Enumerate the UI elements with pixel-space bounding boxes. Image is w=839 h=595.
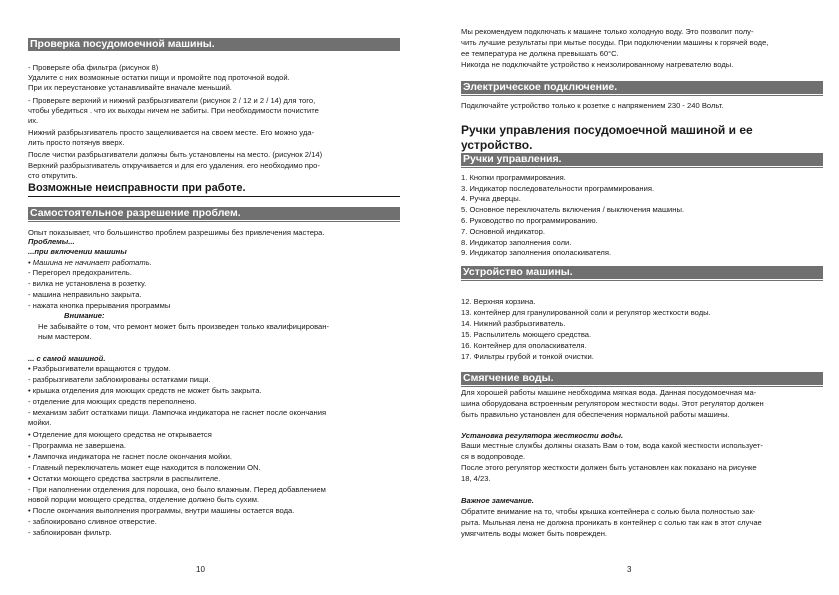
list-item: 6. Руководство по программированию.	[461, 216, 598, 225]
list-item: мойки.	[28, 418, 52, 427]
text-line: Удалите с них возможные остатки пищи и промойте под проточной водой.	[28, 73, 290, 82]
list-item: 17. Фильтры грубой и тонкой очистки.	[461, 352, 594, 361]
list-item: 7. Основной индикатор.	[461, 227, 545, 236]
list-item: • Разбрызгиватели вращаются с трудом.	[28, 364, 171, 373]
text-line: шина оборудована встроенным регулятором жесткости воды. Этот регулятор должен	[461, 399, 764, 408]
list-item: - Программа не завершена.	[28, 441, 127, 450]
list-item: - Перегорел предохранитель.	[28, 268, 132, 277]
list-item: 5. Основное переключатель включения / выключения машины.	[461, 205, 685, 214]
section-title-troubleshooting: Самостоятельное разрешение проблем.	[28, 207, 400, 220]
list-item: 4. Ручка дверцы.	[461, 194, 521, 203]
list-item: 3. Индикатор последовательности программирования.	[461, 184, 655, 193]
text-line: 18, 4/23.	[461, 474, 491, 483]
text-line: рыта. Мыльная лена не должна проникать в контейнер с солью так как в этот случае	[461, 518, 762, 527]
divider	[461, 280, 823, 281]
list-item: • Машина не начинает работать.	[28, 258, 152, 267]
page-number-left: 10	[196, 565, 205, 574]
list-item: - отделение для моющих средств переполнено.	[28, 397, 197, 406]
text-line: лить просто потянув вверх.	[28, 138, 125, 147]
list-item: - нажата кнопка прерывания программы	[28, 301, 171, 310]
regulator-label: Установка регулятора жесткости воды.	[461, 431, 624, 440]
attention-label: Внимание:	[64, 311, 105, 320]
section-title-softening: Смягчение воды.	[461, 372, 823, 385]
list-item: - разбрызгиватели заблокированы остатками пищи.	[28, 375, 211, 384]
text-line: - Проверьте оба фильтра (рисунок 8)	[28, 63, 159, 72]
text-line: После этого регулятор жесткости должен быть установлен как показано на рисунке	[461, 463, 757, 472]
text-line: Мы рекомендуем подключать к машине только холодную воду. Это позволит полу-	[461, 27, 754, 36]
text-line: сто открутить.	[28, 171, 78, 180]
list-item: 13. контейнер для гранулированной соли и регулятор жесткости воды.	[461, 308, 711, 317]
divider	[461, 386, 823, 387]
list-item: 15. Распылитель моющего средства.	[461, 330, 592, 339]
note-label: Важное замечание.	[461, 496, 534, 505]
machine-label: ... с самой машиной.	[28, 354, 106, 363]
text-line: ее температура не должна превышать 60°C.	[461, 49, 619, 58]
controls-heading: Ручки управления посудомоечной машиной и ее	[461, 123, 753, 137]
section-title-check: Проверка посудомоечной машины.	[28, 38, 400, 51]
divider	[28, 221, 400, 222]
text-line: - Проверьте верхний и нижний разбрызгиватели (рисунок 2 / 12 и 2 / 14) для того,	[28, 96, 316, 105]
list-item: • Остатки моющего средства застряли в распылителе.	[28, 474, 221, 483]
text-line: быть правильно установлен для обеспечения нормальной работы машины.	[461, 410, 730, 419]
text-line: чить лучшие результаты при мытье посуды. При подключении машины к горячей воде,	[461, 38, 769, 47]
text-line: умягчитель воды может быть поврежден.	[461, 529, 607, 538]
list-item: - При наполнении отделения для порошка, оно было влажным. Перед добавлением	[28, 485, 326, 494]
section-title-device: Устройство машины.	[461, 266, 823, 279]
intro-text: Опыт показывает, что большинство проблем разрешимы без привлечения мастера.	[28, 228, 325, 237]
text-line: Для хорошей работы машине необходима мягкая вода. Данная посудомоечная ма-	[461, 388, 757, 397]
text-line: чтобы убедиться . что их выходы ничем не забиты. При необходимости почистите	[28, 106, 319, 115]
list-item: • Отделение для моющего средства не открывается	[28, 430, 212, 439]
section-title-controls: Ручки управления.	[461, 153, 823, 166]
list-item: • После окончания выполнения программы, внутри машины остается вода.	[28, 506, 295, 515]
text-line: Верхний разбрызгиватель откручивается и для его удаления. его необходимо про-	[28, 161, 320, 170]
list-item: - вилка не установлена в розетку.	[28, 279, 147, 288]
text-line: После чистки разбрызгиватели должны быть установлены на место. (рисунок 2/14)	[28, 150, 323, 159]
controls-heading: устройство.	[461, 138, 533, 152]
list-item: 12. Верхняя корзина.	[461, 297, 536, 306]
text-line: Ваши местные службы должны сказать Вам о том, вода какой жесткости использует-	[461, 441, 763, 450]
list-item: 9. Индикатор заполнения ополаскивателя.	[461, 248, 612, 257]
text-line: их.	[28, 116, 39, 125]
page-number-right: 3	[627, 565, 632, 574]
on-start-label: ...при включении машины	[28, 247, 127, 256]
text-line: Никогда не подключайте устройство к неизолированному нагревателю воды.	[461, 60, 734, 69]
electric-text: Подключайте устройство только к розетке с напряжением 230 - 240 Вольт.	[461, 101, 724, 110]
list-item: - механизм забит остатками пищи. Лампочка индикатора не гаснет после окончания	[28, 408, 327, 417]
list-item: - машина неправильно закрыта.	[28, 290, 142, 299]
list-item: • крышка отделения для моющих средств не может быть закрыта.	[28, 386, 262, 395]
list-item: 16. Контейнер для ополаскивателя.	[461, 341, 587, 350]
divider	[28, 196, 400, 197]
problems-label: Проблемы...	[28, 237, 75, 246]
text-line: При их переустановке устанавливайте вначале меньший.	[28, 83, 232, 92]
text-line: Нижний разбрызгиватель просто защелкивается на своем месте. Его можно уда-	[28, 128, 315, 137]
list-item: - заблокировано сливное отверстие.	[28, 517, 157, 526]
divider	[461, 167, 823, 168]
attention-text: ным мастером.	[38, 332, 92, 341]
list-item: 14. Нижний разбрызгиватель.	[461, 319, 566, 328]
section-title-electric: Электрическое подключение.	[461, 81, 823, 94]
text-line: Обратите внимание на то, чтобы крышка контейнера с солью была полностью зак-	[461, 507, 756, 516]
list-item: - заблокирован фильтр.	[28, 528, 112, 537]
list-item: • Лампочка индикатора не гаснет после окончания мойки.	[28, 452, 233, 461]
attention-text: Не забывайте о том, что ремонт может быть произведен только квалифицирован-	[38, 322, 329, 331]
list-item: 1. Кнопки программирования.	[461, 173, 566, 182]
text-line: ся в водопроводе.	[461, 452, 526, 461]
divider	[461, 95, 823, 96]
list-item: 8. Индикатор заполнения соли.	[461, 238, 572, 247]
faults-title: Возможные неисправности при работе.	[28, 182, 246, 194]
list-item: - Главный переключатель может еще находится в положении ON.	[28, 463, 261, 472]
list-item: новой порции моющего средства, отделение должно быть сухим.	[28, 495, 260, 504]
